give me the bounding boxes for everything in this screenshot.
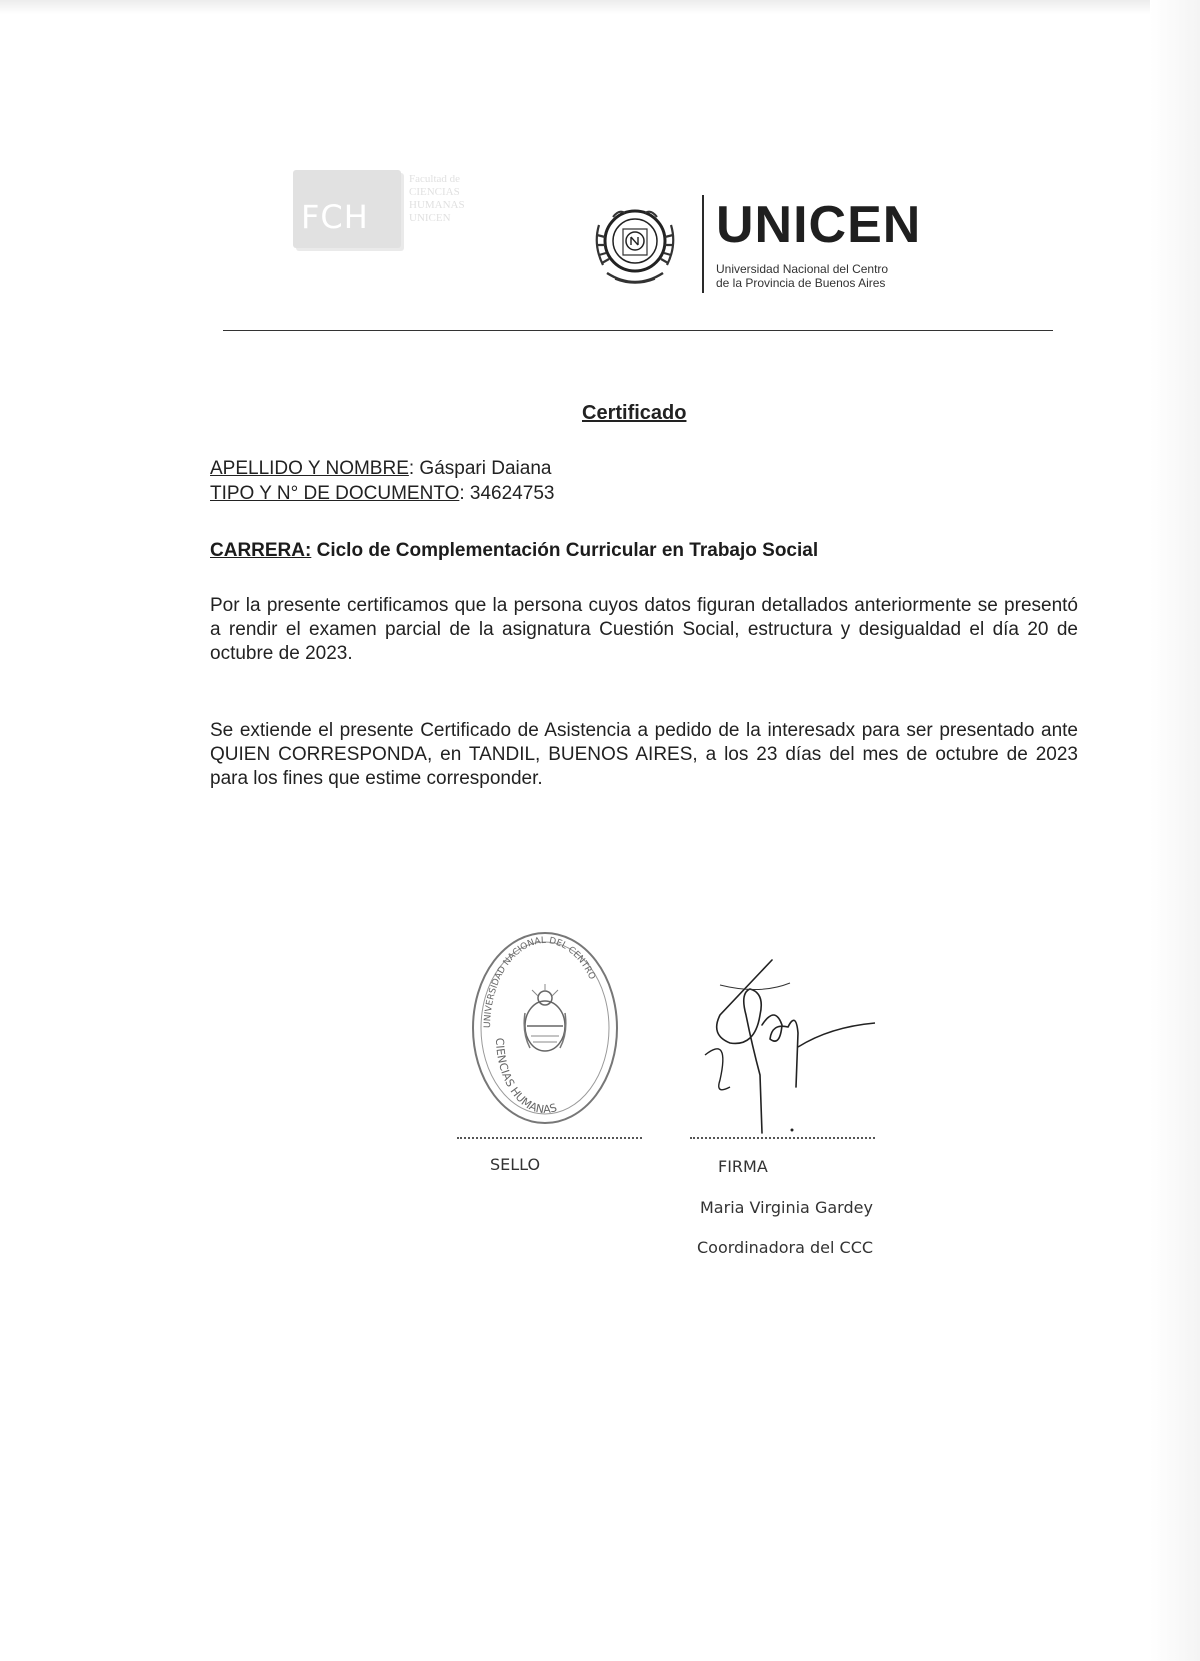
fch-logo-box <box>293 170 401 248</box>
fch-logo-line: HUMANAS <box>409 199 465 211</box>
scan-right-edge <box>1150 0 1200 1661</box>
signer-name: Maria Virginia Gardey <box>700 1198 873 1217</box>
unicen-logo-subtitle <box>716 262 888 290</box>
fch-logo-line: CIENCIAS <box>409 186 460 198</box>
header-divider <box>223 330 1053 331</box>
fch-logo-letters: FCH <box>301 198 369 236</box>
name-value: : Gáspari Daiana <box>408 458 552 479</box>
fch-logo-text <box>409 173 465 225</box>
signer-role: Coordinadora del CCC <box>697 1238 874 1257</box>
svg-text:UNIVERSIDAD NACIONAL DEL CENTR: UNIVERSIDAD NACIONAL DEL CENTRO <box>482 935 597 1029</box>
scan-top-edge <box>0 0 1200 14</box>
unicen-emblem-icon <box>585 195 685 295</box>
name-field <box>210 458 551 480</box>
signature-line <box>690 1137 875 1139</box>
fch-logo-line: UNICEN <box>409 212 451 224</box>
name-label: APELLIDO Y NOMBRE <box>210 458 409 479</box>
unicen-logo-title: UNICEN <box>716 196 922 254</box>
career-value: Ciclo de Complementación Curricular en Trabajo Social <box>311 540 819 561</box>
svg-text:CIENCIAS HUMANAS: CIENCIAS HUMANAS <box>492 1037 559 1117</box>
signature-label: FIRMA <box>718 1157 768 1176</box>
document-title: Certificado <box>582 402 687 424</box>
document-field <box>210 483 554 505</box>
document-value: : 34624753 <box>459 483 555 504</box>
certification-paragraph: Por la presente certificamos que la persona cuyos datos figuran detallados anteriormente se presentó a rendir el examen parcial de la asignatura Cuestión Social, estructura y desigualdad el día 20 de octubre de 2023. <box>210 595 1078 664</box>
unicen-subtitle-line: de la Provincia de Buenos Aires <box>716 276 886 290</box>
unicen-subtitle-line: Universidad Nacional del Centro <box>716 262 889 276</box>
seal-label: SELLO <box>490 1155 541 1174</box>
document-label: TIPO Y N° DE DOCUMENTO <box>210 483 460 504</box>
unicen-logo-divider <box>702 195 704 293</box>
seal-stamp <box>470 928 620 1128</box>
issuance-paragraph: Se extiende el presente Certificado de Asistencia a pedido de la interesadx para ser presentado ante QUIEN CORRESPONDA, en TANDIL, BUENOS AIRES, a los 23 días del mes de octubre de 2023 para los fines que estime corresponder. <box>210 720 1078 789</box>
seal-line <box>457 1137 642 1139</box>
career-field <box>210 540 818 562</box>
career-label: CARRERA: <box>210 540 312 561</box>
fch-logo-line: Facultad de <box>409 173 461 185</box>
fch-logo <box>293 165 508 255</box>
handwritten-signature <box>700 955 880 1140</box>
